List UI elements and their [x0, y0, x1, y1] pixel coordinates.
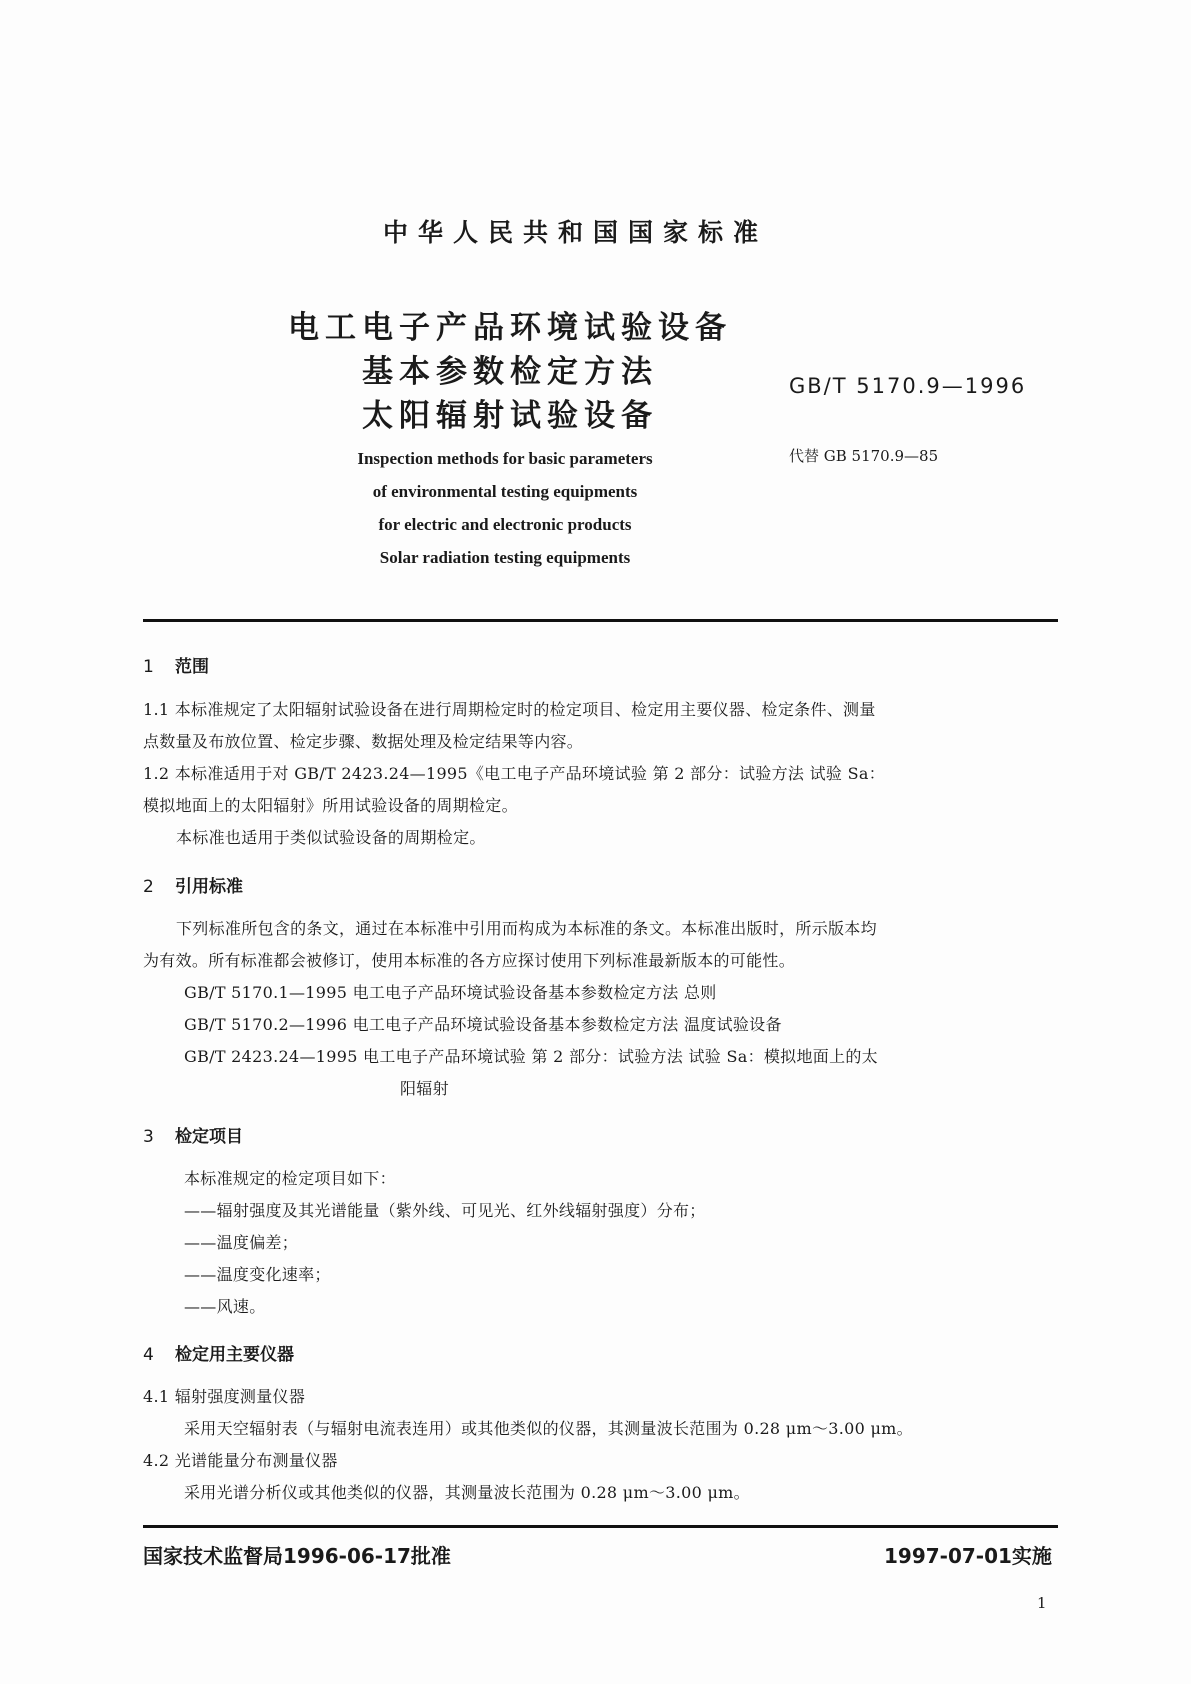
page-number: 1 [1037, 1594, 1047, 1612]
section-3-intro: 本标准规定的检定项目如下： [184, 1169, 396, 1188]
footer-divider [143, 1525, 1058, 1528]
chinese-title-line-3: 太阳辐射试验设备 [362, 398, 658, 434]
english-title-line-3: for electric and electronic products [378, 515, 632, 534]
referenced-standard-3-continued: 阳辐射 [400, 1079, 449, 1098]
referenced-standard-3: GB/T 2423.24—1995 电工电子产品环境试验 第 2 部分：试验方法 试验 Sa：模拟地面上的太 [184, 1047, 878, 1066]
standard-number: GB/T 5170.9—1996 [789, 374, 1027, 398]
effective-date: 1997-07-01实施 [884, 1544, 1052, 1568]
inspection-item-temperature-deviation: ——温度偏差； [184, 1233, 299, 1252]
section-4-heading [143, 1340, 294, 1365]
chinese-title-line-1: 电工电子产品环境试验设备 [288, 310, 732, 346]
referenced-standard-1: GB/T 5170.1—1995 电工电子产品环境试验设备基本参数检定方法 总则 [184, 983, 717, 1002]
inspection-item-radiation: ——辐射强度及其光谱能量（紫外线、可见光、红外线辐射强度）分布； [184, 1201, 706, 1220]
section-1-number: 1 [143, 657, 154, 677]
header-divider [143, 619, 1058, 622]
english-title-line-2: of environmental testing equipments [372, 482, 638, 501]
section-2-line-2: 为有效。所有标准都会被修订，使用本标准的各方应探讨使用下列标准最新版本的可能性。 [143, 951, 796, 970]
section-3-number: 3 [143, 1127, 154, 1147]
approval-statement: 国家技术监督局1996-06-17批准 [143, 1544, 451, 1568]
section-1-line-2: 点数量及布放位置、检定步骤、数据处理及检定结果等内容。 [143, 732, 584, 751]
national-standard-heading: 中华人民共和国国家标准 [382, 218, 768, 247]
section-1-line-1: 1.1 本标准规定了太阳辐射试验设备在进行周期检定时的检定项目、检定用主要仪器、检定条件、测量 [143, 700, 876, 719]
section-1-title: 范围 [175, 657, 209, 677]
inspection-item-wind-speed: ——风速。 [184, 1297, 266, 1316]
subsection-4-1-heading: 4.1 辐射强度测量仪器 [143, 1387, 306, 1406]
subsection-4-1-text: 采用天空辐射表（与辐射电流表连用）或其他类似的仪器，其测量波长范围为 0.28 μm～3.00 μm。 [184, 1419, 913, 1438]
section-2-title: 引用标准 [175, 877, 243, 897]
section-3-heading [143, 1122, 243, 1147]
section-2-line-1: 下列标准所包含的条文，通过在本标准中引用而构成为本标准的条文。本标准出版时，所示版本均 [176, 919, 877, 938]
english-title-line-1: Inspection methods for basic parameters [357, 449, 653, 468]
replaces-note: 代替 GB 5170.9—85 [789, 447, 939, 465]
subsection-4-2-text: 采用光谱分析仪或其他类似的仪器，其测量波长范围为 0.28 μm～3.00 μm。 [184, 1483, 750, 1502]
section-2-number: 2 [143, 877, 154, 897]
section-1-heading [143, 652, 209, 677]
section-2-heading [143, 872, 243, 897]
section-1-line-5: 本标准也适用于类似试验设备的周期检定。 [176, 828, 486, 847]
inspection-item-temperature-rate: ——温度变化速率； [184, 1265, 331, 1284]
section-3-title: 检定项目 [175, 1127, 243, 1147]
english-title-line-4: Solar radiation testing equipments [379, 548, 631, 567]
referenced-standard-2: GB/T 5170.2—1996 电工电子产品环境试验设备基本参数检定方法 温度试验设备 [184, 1015, 782, 1034]
subsection-4-2-heading: 4.2 光谱能量分布测量仪器 [143, 1451, 338, 1470]
section-1-line-3: 1.2 本标准适用于对 GB/T 2423.24—1995《电工电子产品环境试验 第 2 部分：试验方法 试验 Sa： [143, 764, 885, 783]
chinese-title-line-2: 基本参数检定方法 [362, 354, 658, 390]
section-4-title: 检定用主要仪器 [175, 1345, 294, 1365]
section-4-number: 4 [143, 1345, 154, 1365]
section-1-line-4: 模拟地面上的太阳辐射》所用试验设备的周期检定。 [143, 796, 518, 815]
